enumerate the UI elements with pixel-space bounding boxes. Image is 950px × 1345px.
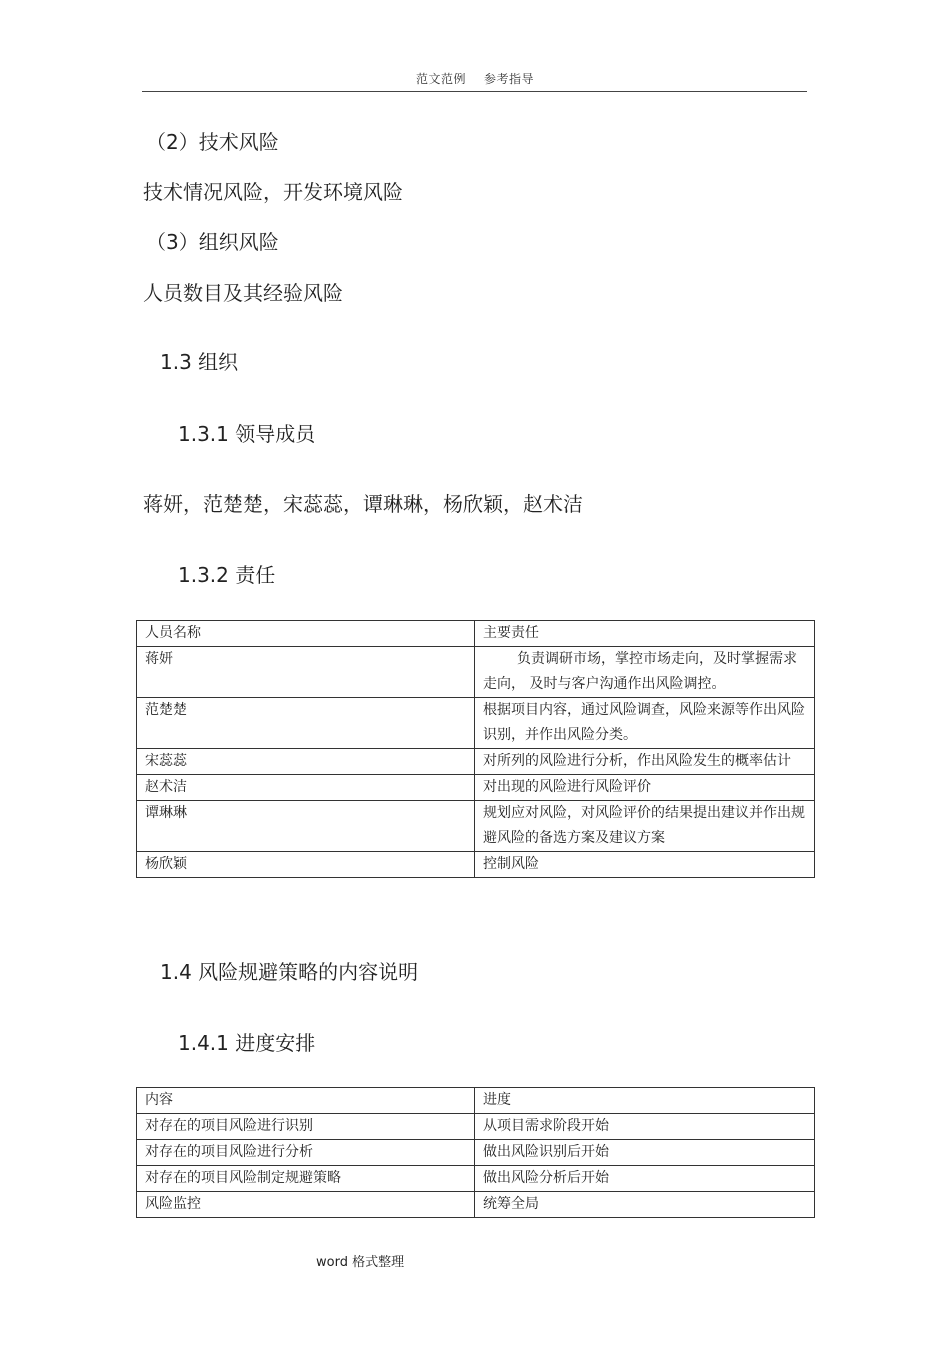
duty-cell: 规划应对风险，对风险评价的结果提出建议并作出规避风险的备选方案及建议方案	[475, 801, 815, 852]
content-cell: 对存在的项目风险进行分析	[137, 1140, 475, 1166]
item2-text: 技术情况风险，开发环境风险	[143, 180, 403, 204]
duty-cell: 控制风险	[475, 852, 815, 878]
progress-cell: 做出风险分析后开始	[475, 1166, 815, 1192]
table-header-row	[137, 621, 815, 647]
duty-cell: 对出现的风险进行风险评价	[475, 775, 815, 801]
column-header: 进度	[475, 1088, 815, 1114]
table-row	[137, 1166, 815, 1192]
section-1-3-heading: 1.3 组织	[160, 350, 239, 374]
page-footer: word 格式整理	[316, 1255, 405, 1270]
column-header: 主要责任	[475, 621, 815, 647]
member-name-cell: 赵术洁	[137, 775, 475, 801]
section-1-3-1-heading: 1.3.1 领导成员	[178, 422, 316, 446]
member-name-cell: 蒋妍	[137, 647, 475, 698]
table-row	[137, 647, 815, 698]
content-cell: 风险监控	[137, 1192, 475, 1218]
header-right-text: 参考指导	[484, 72, 535, 86]
content-cell: 对存在的项目风险进行识别	[137, 1114, 475, 1140]
header-left-text: 范文范例	[415, 72, 466, 86]
member-name-cell: 谭琳琳	[137, 801, 475, 852]
item3-title: （3）组织风险	[146, 230, 279, 254]
table-row	[137, 1192, 815, 1218]
duty-cell: 负责调研市场，掌控市场走向，及时掌握需求走向， 及时与客户沟通作出风险调控。	[475, 647, 815, 698]
item2-title: （2）技术风险	[146, 130, 279, 154]
column-header: 内容	[137, 1088, 475, 1114]
page-header	[0, 70, 950, 87]
member-name-cell: 杨欣颖	[137, 852, 475, 878]
section-1-3-2-heading: 1.3.2 责任	[178, 563, 276, 587]
duty-cell: 根据项目内容，通过风险调查，风险来源等作出风险识别，并作出风险分类。	[475, 698, 815, 749]
section-1-4-1-heading: 1.4.1 进度安排	[178, 1031, 316, 1055]
table-row	[137, 801, 815, 852]
duty-cell: 对所列的风险进行分析，作出风险发生的概率估计	[475, 749, 815, 775]
members-list: 蒋妍，范楚楚，宋蕊蕊，谭琳琳，杨欣颖，赵术洁	[143, 492, 583, 516]
table-row	[137, 749, 815, 775]
progress-cell: 做出风险识别后开始	[475, 1140, 815, 1166]
table-row	[137, 698, 815, 749]
content-cell: 对存在的项目风险制定规避策略	[137, 1166, 475, 1192]
header-divider	[142, 91, 807, 92]
table-header-row	[137, 1088, 815, 1114]
schedule-table	[136, 1087, 815, 1218]
table-row	[137, 852, 815, 878]
table-row	[137, 1114, 815, 1140]
column-header: 人员名称	[137, 621, 475, 647]
member-name-cell: 范楚楚	[137, 698, 475, 749]
section-1-4-heading: 1.4 风险规避策略的内容说明	[160, 960, 419, 984]
table-row	[137, 1140, 815, 1166]
member-name-cell: 宋蕊蕊	[137, 749, 475, 775]
responsibility-table	[136, 620, 815, 878]
table-row	[137, 775, 815, 801]
progress-cell: 从项目需求阶段开始	[475, 1114, 815, 1140]
progress-cell: 统筹全局	[475, 1192, 815, 1218]
item3-text: 人员数目及其经验风险	[143, 281, 343, 305]
